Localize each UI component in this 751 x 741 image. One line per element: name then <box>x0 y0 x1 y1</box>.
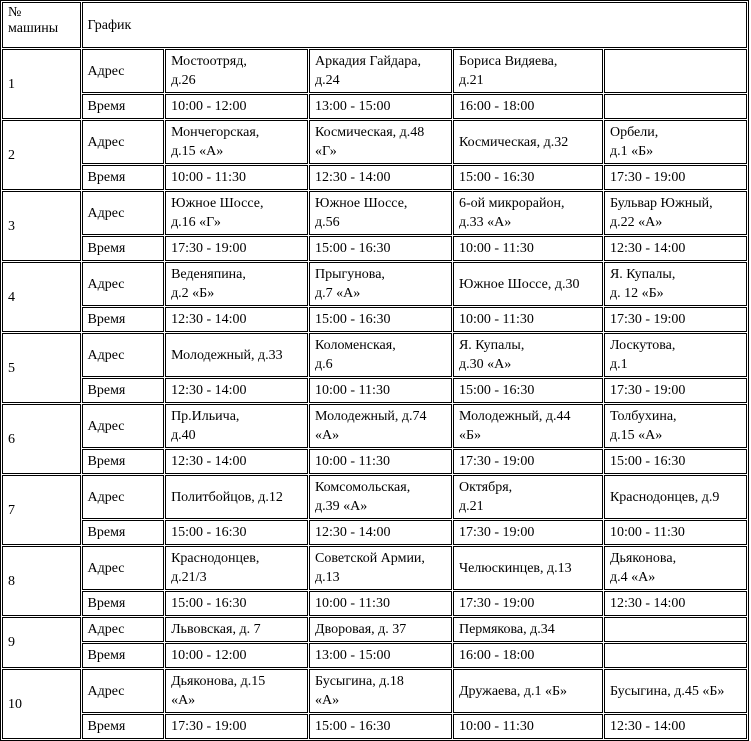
address-cell <box>604 120 747 164</box>
time-row <box>2 520 747 545</box>
address-line-1: Толбухина, <box>609 409 677 424</box>
address-cell <box>309 669 452 713</box>
address-cell <box>453 262 603 306</box>
address-label: Адрес <box>82 191 165 235</box>
time-label: Время <box>82 591 165 616</box>
address-label: Адрес <box>82 404 165 448</box>
time-label: Время <box>82 307 165 332</box>
time-cell: 15:00 - 16:30 <box>165 520 308 545</box>
address-cell <box>165 617 308 642</box>
address-line-1: Краснодонцев, <box>171 551 260 566</box>
address-cell <box>165 191 308 235</box>
time-row <box>2 307 747 332</box>
address-cell <box>604 262 747 306</box>
machine-number: 3 <box>2 191 81 261</box>
address-line-2: д.26 <box>171 73 196 88</box>
time-cell: 12:30 - 14:00 <box>604 591 747 616</box>
address-cell <box>453 49 603 93</box>
address-line-1: Мончегорская, <box>171 125 260 140</box>
time-cell: 10:00 - 11:30 <box>453 236 603 261</box>
address-row <box>2 404 747 448</box>
address-label: Адрес <box>82 262 165 306</box>
machine-number: 6 <box>2 404 81 474</box>
address-line-1: Орбели, <box>609 125 659 140</box>
address-line-2: д.15 «А» <box>171 144 224 159</box>
address-line-1: Южное Шоссе, <box>171 196 264 211</box>
time-cell <box>604 94 747 119</box>
address-cell <box>165 546 308 590</box>
address-line-1: Политбойцов, д.12 <box>171 489 283 505</box>
address-label: Адрес <box>82 120 165 164</box>
address-line-1: Космическая, д.48 <box>315 125 425 140</box>
time-label: Время <box>82 714 165 739</box>
address-line-1: Бориса Видяева, <box>458 54 558 69</box>
address-cell <box>165 475 308 519</box>
time-cell: 10:00 - 11:30 <box>165 165 308 190</box>
address-line-2: «Б» <box>458 428 482 443</box>
address-cell <box>309 475 452 519</box>
time-cell: 17:30 - 19:00 <box>453 591 603 616</box>
time-label: Время <box>82 520 165 545</box>
time-cell: 17:30 - 19:00 <box>604 378 747 403</box>
time-cell: 17:30 - 19:00 <box>453 520 603 545</box>
machine-number: 9 <box>2 617 81 668</box>
address-cell <box>165 120 308 164</box>
address-row <box>2 617 747 642</box>
address-cell <box>604 49 747 93</box>
time-cell: 15:00 - 16:30 <box>453 378 603 403</box>
address-line-1: Октября, <box>458 480 513 495</box>
time-cell: 17:30 - 19:00 <box>165 714 308 739</box>
time-cell: 17:30 - 19:00 <box>165 236 308 261</box>
time-cell: 16:00 - 18:00 <box>453 94 603 119</box>
address-cell <box>165 669 308 713</box>
time-row <box>2 643 747 668</box>
address-cell <box>453 191 603 235</box>
address-line-1: 6-ой микрорайон, <box>458 196 565 211</box>
time-row <box>2 591 747 616</box>
machine-number: 2 <box>2 120 81 190</box>
address-line-1: Дворовая, д. 37 <box>315 622 407 637</box>
time-cell: 12:30 - 14:00 <box>309 165 452 190</box>
machine-number-header-line1: № <box>8 5 22 20</box>
time-label: Время <box>82 643 165 668</box>
address-line-2: д.33 «А» <box>458 215 512 230</box>
address-label: Адрес <box>82 49 165 93</box>
time-cell <box>604 643 747 668</box>
address-line-1: Веденяпина, <box>171 267 246 282</box>
address-line-2: д.16 «Г» <box>171 215 221 230</box>
address-line-2: д.6 <box>315 357 333 372</box>
time-cell: 17:30 - 19:00 <box>604 165 747 190</box>
time-cell: 15:00 - 16:30 <box>165 591 308 616</box>
address-label: Адрес <box>82 546 165 590</box>
time-row <box>2 94 747 119</box>
time-cell: 10:00 - 11:30 <box>453 307 603 332</box>
address-line-2: д.15 «А» <box>609 428 663 443</box>
time-cell: 12:30 - 14:00 <box>165 307 308 332</box>
address-cell <box>165 262 308 306</box>
address-line-1: Дьяконова, д.15 <box>171 674 266 689</box>
address-line-1: Комсомольская, <box>315 480 411 495</box>
address-row <box>2 120 747 164</box>
address-line-1: Львовская, д. 7 <box>171 622 261 637</box>
address-line-2: д.7 «А» <box>315 286 361 301</box>
address-line-1: Пермякова, д.34 <box>458 622 555 637</box>
address-label: Адрес <box>82 669 165 713</box>
address-label: Адрес <box>82 333 165 377</box>
address-cell <box>165 49 308 93</box>
address-cell <box>604 333 747 377</box>
time-label: Время <box>82 165 165 190</box>
time-row <box>2 236 747 261</box>
machine-number: 4 <box>2 262 81 332</box>
address-line-2: д.56 <box>315 215 340 230</box>
address-line-2: д.2 «Б» <box>171 286 215 301</box>
time-cell: 12:30 - 14:00 <box>604 236 747 261</box>
address-line-1: Бусыгина, д.45 «Б» <box>609 683 725 699</box>
address-line-1: Дьяконова, <box>609 551 677 566</box>
address-line-2: д.21/3 <box>171 570 207 585</box>
address-line-2: «А» <box>315 428 340 443</box>
schedule-header: График <box>82 2 747 48</box>
address-line-1: Я. Купалы, <box>609 267 676 282</box>
time-cell: 12:30 - 14:00 <box>165 378 308 403</box>
address-cell <box>604 191 747 235</box>
address-cell <box>453 669 603 713</box>
address-line-2: д. 12 «Б» <box>609 286 664 301</box>
address-cell <box>309 191 452 235</box>
time-cell: 13:00 - 15:00 <box>309 94 452 119</box>
address-line-1: Мостоотряд, <box>171 54 247 69</box>
machine-number: 7 <box>2 475 81 545</box>
address-row <box>2 49 747 93</box>
address-line-1: Лоскутова, <box>609 338 676 353</box>
machine-number: 5 <box>2 333 81 403</box>
address-line-1: Я. Купалы, <box>458 338 525 353</box>
time-row <box>2 165 747 190</box>
address-cell <box>309 617 452 642</box>
address-cell <box>165 333 308 377</box>
time-row <box>2 378 747 403</box>
address-cell <box>309 546 452 590</box>
address-cell <box>604 404 747 448</box>
address-line-1: Молодежный, д.44 <box>458 409 571 424</box>
time-cell: 10:00 - 11:30 <box>309 449 452 474</box>
address-line-2: д.40 <box>171 428 196 443</box>
address-line-1: Молодежный, д.33 <box>171 347 283 363</box>
time-cell: 12:30 - 14:00 <box>309 520 452 545</box>
address-line-1: Прыгунова, <box>315 267 385 282</box>
time-cell: 15:00 - 16:30 <box>453 165 603 190</box>
address-cell <box>604 475 747 519</box>
address-line-1: Южное Шоссе, <box>315 196 408 211</box>
address-line-2: «А» <box>315 693 340 708</box>
address-row <box>2 475 747 519</box>
time-label: Время <box>82 236 165 261</box>
address-cell <box>453 333 603 377</box>
address-cell <box>604 617 747 642</box>
time-cell: 10:00 - 12:00 <box>165 643 308 668</box>
address-cell <box>453 475 603 519</box>
time-cell: 15:00 - 16:30 <box>309 236 452 261</box>
address-line-2: д.1 «Б» <box>609 144 654 159</box>
header-row <box>2 2 747 48</box>
address-cell <box>309 49 452 93</box>
time-label: Время <box>82 378 165 403</box>
table-body <box>2 49 747 739</box>
time-cell: 10:00 - 11:30 <box>453 714 603 739</box>
address-line-1: Бусыгина, д.18 <box>315 674 404 689</box>
machine-number: 1 <box>2 49 81 119</box>
address-label: Адрес <box>82 617 165 642</box>
address-row <box>2 191 747 235</box>
address-line-1: Космическая, д.32 <box>458 134 569 150</box>
time-cell: 12:30 - 14:00 <box>165 449 308 474</box>
address-row <box>2 333 747 377</box>
time-cell: 16:00 - 18:00 <box>453 643 603 668</box>
address-line-2: д.21 <box>458 499 484 514</box>
address-line-1: Советской Армии, <box>315 551 425 566</box>
address-line-2: д.30 «А» <box>458 357 512 372</box>
address-line-2: д.13 <box>315 570 340 585</box>
time-label: Время <box>82 94 165 119</box>
address-line-1: Пр.Ильича, <box>171 409 240 424</box>
time-cell: 10:00 - 11:30 <box>309 591 452 616</box>
address-line-2: д.1 <box>609 357 628 372</box>
address-line-2: д.4 «А» <box>609 570 656 585</box>
time-cell: 15:00 - 16:30 <box>309 307 452 332</box>
time-cell: 15:00 - 16:30 <box>604 449 747 474</box>
address-cell <box>309 333 452 377</box>
address-cell <box>604 546 747 590</box>
time-row <box>2 714 747 739</box>
time-cell: 17:30 - 19:00 <box>604 307 747 332</box>
time-cell: 17:30 - 19:00 <box>453 449 603 474</box>
machine-number-header-line2: машины <box>8 21 59 36</box>
address-cell <box>453 617 603 642</box>
address-cell <box>453 120 603 164</box>
address-line-1: Коломенская, <box>315 338 396 353</box>
time-row <box>2 449 747 474</box>
address-line-1: Дружаева, д.1 «Б» <box>458 683 568 699</box>
address-line-1: Бульвар Южный, <box>609 196 713 211</box>
address-cell <box>453 404 603 448</box>
time-label: Время <box>82 449 165 474</box>
address-line-1: Южное Шоссе, д.30 <box>458 276 580 292</box>
address-cell <box>453 546 603 590</box>
address-line-1: Челюскинцев, д.13 <box>458 560 572 576</box>
address-line-2: д.22 «А» <box>609 215 663 230</box>
machine-number: 8 <box>2 546 81 616</box>
time-cell: 10:00 - 11:30 <box>309 378 452 403</box>
time-cell: 10:00 - 11:30 <box>604 520 747 545</box>
address-row <box>2 669 747 713</box>
machine-number: 10 <box>2 669 81 739</box>
address-cell <box>309 120 452 164</box>
machine-number-header <box>2 2 81 48</box>
address-cell <box>165 404 308 448</box>
address-line-2: д.39 «А» <box>315 499 368 514</box>
address-cell <box>309 404 452 448</box>
time-cell: 15:00 - 16:30 <box>309 714 452 739</box>
time-cell: 12:30 - 14:00 <box>604 714 747 739</box>
time-cell: 13:00 - 15:00 <box>309 643 452 668</box>
address-row <box>2 546 747 590</box>
address-label: Адрес <box>82 475 165 519</box>
address-line-1: Краснодонцев, д.9 <box>609 489 720 505</box>
address-cell <box>309 262 452 306</box>
address-line-1: Аркадия Гайдара, <box>315 54 421 69</box>
time-cell: 10:00 - 12:00 <box>165 94 308 119</box>
address-cell <box>604 669 747 713</box>
address-line-2: «Г» <box>315 144 337 159</box>
address-line-1: Молодежный, д.74 <box>315 409 427 424</box>
address-line-2: д.21 <box>458 73 484 88</box>
address-line-2: д.24 <box>315 73 340 88</box>
address-row <box>2 262 747 306</box>
address-line-2: «А» <box>171 693 196 708</box>
